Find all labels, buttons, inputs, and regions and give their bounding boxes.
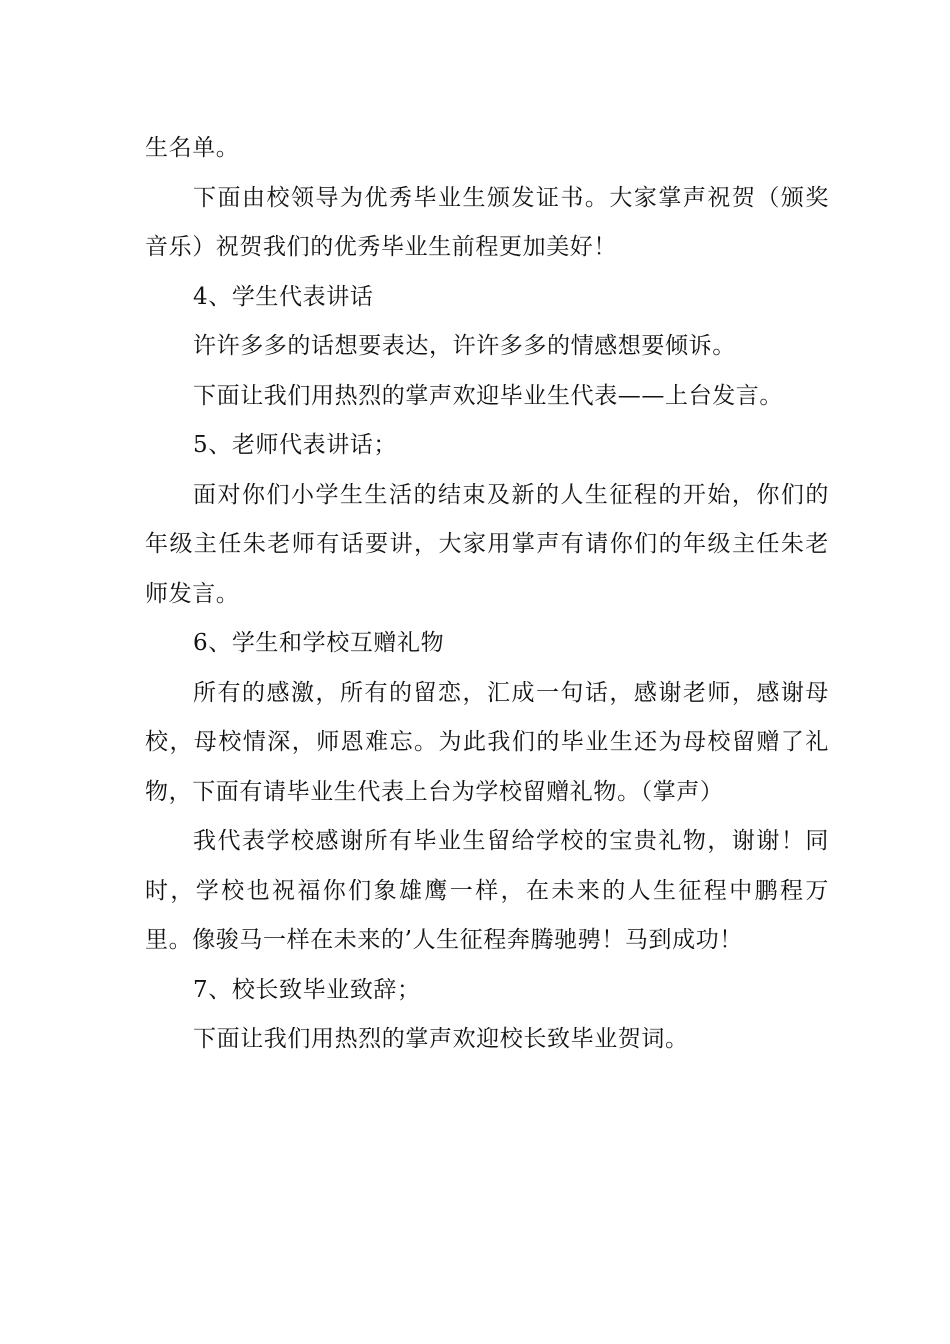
paragraph-gift-exchange: 所有的感激，所有的留恋，汇成一句话，感谢老师，感谢母校，母校情深，师恩难忘。为此我们的毕业生还为母校留赠了礼物，下面有请毕业生代表上台为学校留赠礼物。（掌声）: [145, 679, 829, 805]
paragraph-student-list-end: 生名单。: [145, 135, 240, 161]
paragraph-student-representative: 下面让我们用热烈的掌声欢迎毕业生代表——上台发言。: [193, 382, 783, 409]
section-heading-teacher-speech: 5、老师代表讲话；: [193, 432, 398, 458]
section-heading-student-speech: 4、学生代表讲话: [193, 283, 374, 310]
section-heading-principal-speech: 7、校长致毕业致辞；: [193, 976, 421, 1003]
paragraph-award-certificates: 下面由校领导为优秀毕业生颁发证书。大家掌声祝贺（颁奖音乐）祝贺我们的优秀毕业生前程更加美好！: [145, 184, 829, 260]
paragraph-school-thanks: 我代表学校感谢所有毕业生留给学校的宝贵礼物，谢谢！同时，学校也祝福你们象雄鹰一样，在未来的人生征程中鹏程万里。像骏马一样在未来的’人生征程奔腾驰骋！马到成功！: [145, 828, 829, 953]
section-heading-gift-exchange: 6、学生和学校互赠礼物: [193, 630, 445, 656]
paragraph-principal-speech: 下面让我们用热烈的掌声欢迎校长致毕业贺词。: [193, 1026, 689, 1052]
document-page: [145, 124, 829, 1065]
paragraph-teacher-speech: 面对你们小学生生活的结束及新的人生征程的开始，你们的年级主任朱老师有话要讲，大家用掌声有请你们的年级主任朱老师发言。: [145, 481, 829, 607]
paragraph-student-speech-intro: 许许多多的话想要表达，许许多多的情感想要倾诉。: [193, 333, 736, 359]
